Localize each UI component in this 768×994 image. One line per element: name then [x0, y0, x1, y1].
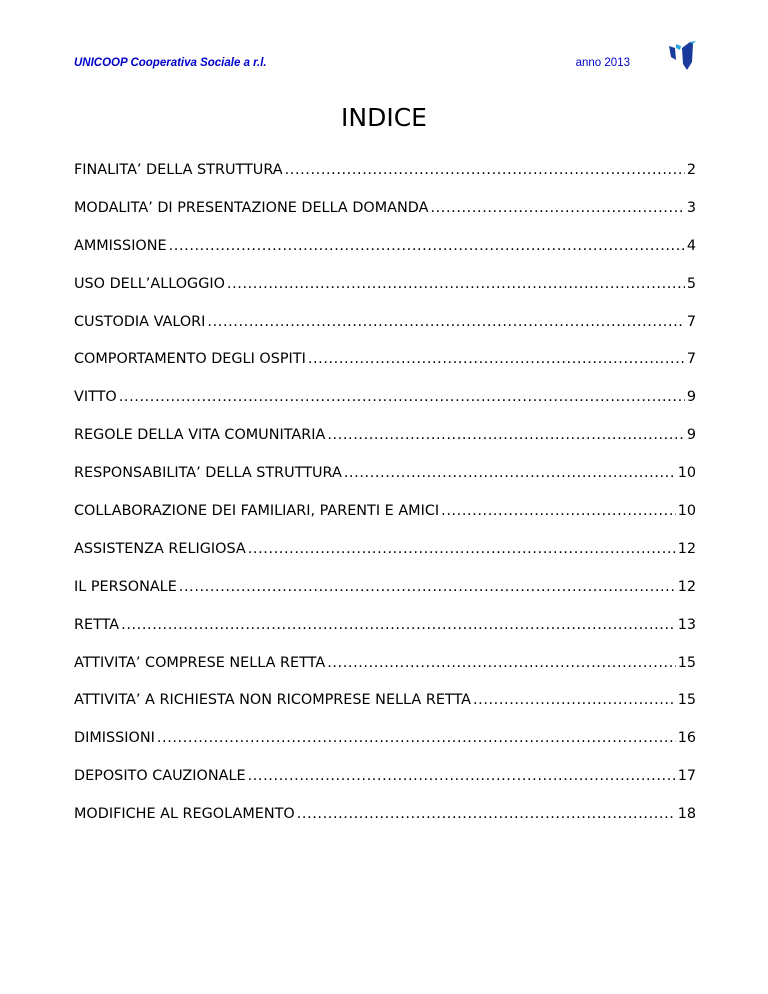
toc-entry-page-number: 15 — [677, 654, 696, 671]
toc-entry[interactable] — [74, 463, 696, 501]
toc-dot-leader — [473, 690, 676, 710]
toc-dot-leader — [327, 653, 675, 673]
toc-entry-page-number: 18 — [677, 806, 696, 823]
toc-dot-leader — [327, 425, 685, 445]
toc-entry-page-number: 4 — [686, 237, 696, 254]
toc-dot-leader — [119, 387, 685, 407]
toc-entry-label: USO DELL’ALLOGGIO — [74, 275, 225, 292]
toc-entry-page-number: 5 — [686, 275, 696, 292]
toc-entry-label: IL PERSONALE — [74, 578, 177, 595]
toc-entry-label: VITTO — [74, 389, 117, 406]
toc-entry[interactable] — [74, 690, 696, 728]
toc-dot-leader — [227, 274, 685, 294]
toc-entry-label: FINALITA’ DELLA STRUTTURA — [74, 162, 283, 178]
toc-entry-label: REGOLE DELLA VITA COMUNITARIA — [74, 427, 326, 444]
toc-entry[interactable] — [74, 274, 696, 312]
toc-entry-page-number: 17 — [677, 768, 696, 785]
toc-entry-page-number: 9 — [686, 389, 696, 406]
organization-name: UNICOOP Cooperativa Sociale a r.l. — [74, 57, 267, 69]
toc-entry[interactable] — [74, 236, 696, 274]
toc-dot-leader — [308, 349, 685, 369]
toc-entry[interactable] — [74, 425, 696, 463]
toc-entry-label: AMMISSIONE — [74, 237, 167, 254]
toc-entry-label: COMPORTAMENTO DEGLI OSPITI — [74, 351, 306, 368]
toc-entry[interactable] — [74, 160, 696, 198]
toc-dot-leader — [179, 577, 676, 597]
toc-dot-leader — [441, 501, 676, 521]
toc-dot-leader — [157, 728, 676, 748]
toc-entry-page-number: 10 — [677, 503, 696, 520]
toc-entry[interactable] — [74, 198, 696, 236]
toc-entry-page-number: 12 — [677, 540, 696, 557]
toc-entry-page-number: 10 — [677, 465, 696, 482]
page-header — [74, 57, 630, 71]
toc-dot-leader — [121, 615, 676, 635]
toc-dot-leader — [207, 312, 684, 332]
toc-entry-label: DIMISSIONI — [74, 730, 155, 747]
toc-entry-label: ATTIVITA’ COMPRESE NELLA RETTA — [74, 654, 326, 671]
toc-entry-label: ATTIVITA’ A RICHIESTA NON RICOMPRESE NELLA RETTA — [74, 692, 471, 709]
toc-dot-leader — [169, 236, 685, 256]
toc-dot-leader — [344, 463, 676, 483]
table-of-contents — [74, 160, 696, 842]
toc-entry[interactable] — [74, 728, 696, 766]
toc-entry[interactable] — [74, 387, 696, 425]
toc-dot-leader — [285, 160, 685, 180]
toc-entry[interactable] — [74, 615, 696, 653]
toc-entry[interactable] — [74, 312, 696, 350]
toc-entry-label: CUSTODIA VALORI — [74, 313, 206, 330]
toc-dot-leader — [430, 198, 684, 218]
toc-entry-label: COLLABORAZIONE DEI FAMILIARI, PARENTI E AMICI — [74, 503, 440, 520]
unicoop-logo-icon — [668, 40, 698, 72]
toc-dot-leader — [248, 539, 676, 559]
toc-entry[interactable] — [74, 653, 696, 691]
toc-entry-page-number: 15 — [677, 692, 696, 709]
toc-entry[interactable] — [74, 804, 696, 842]
toc-entry-page-number: 9 — [686, 427, 696, 444]
toc-entry[interactable] — [74, 577, 696, 615]
toc-dot-leader — [297, 804, 676, 824]
toc-entry-label: RETTA — [74, 616, 120, 633]
document-year: anno 2013 — [575, 57, 630, 69]
toc-entry-label: DEPOSITO CAUZIONALE — [74, 768, 246, 785]
toc-entry-page-number: 12 — [677, 578, 696, 595]
toc-entry-page-number: 7 — [686, 313, 696, 330]
toc-entry-label: MODIFICHE AL REGOLAMENTO — [74, 806, 295, 823]
toc-entry[interactable] — [74, 539, 696, 577]
toc-entry-label: MODALITA’ DI PRESENTAZIONE DELLA DOMANDA — [74, 199, 429, 216]
toc-entry-label: ASSISTENZA RELIGIOSA — [74, 540, 246, 557]
toc-entry[interactable] — [74, 501, 696, 539]
toc-entry-page-number: 3 — [686, 199, 696, 216]
toc-entry[interactable] — [74, 766, 696, 804]
toc-entry-label: RESPONSABILITA’ DELLA STRUTTURA — [74, 465, 342, 482]
toc-entry-page-number: 16 — [677, 730, 696, 747]
toc-dot-leader — [248, 766, 676, 786]
page-title: INDICE — [341, 103, 427, 132]
toc-entry-page-number: 2 — [686, 162, 696, 178]
toc-entry[interactable] — [74, 349, 696, 387]
toc-entry-page-number: 13 — [677, 616, 696, 633]
toc-entry-page-number: 7 — [686, 351, 696, 368]
